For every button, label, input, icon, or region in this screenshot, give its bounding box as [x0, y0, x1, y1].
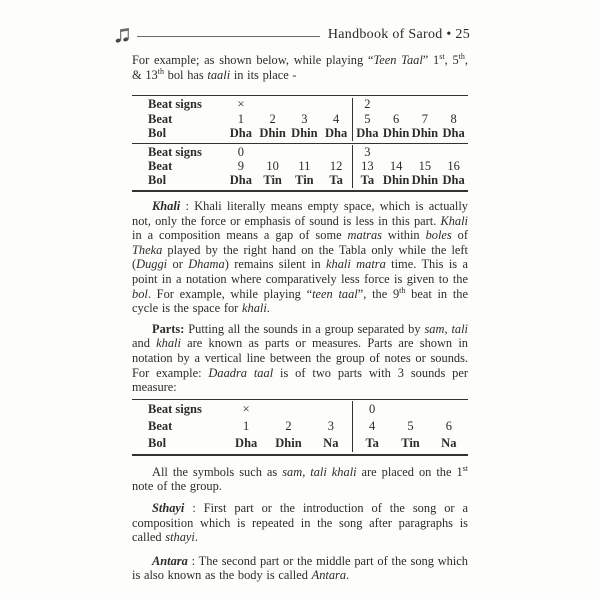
table-cell: Dha [235, 435, 258, 450]
table-cell: 2 [269, 111, 276, 126]
text-segment: khali [242, 301, 267, 316]
table-cell: 3 [364, 144, 371, 159]
table-cell: Ta [329, 173, 343, 188]
table-cell: 7 [421, 111, 428, 126]
text-segment: Putting all the sounds in a group separated by [184, 321, 425, 336]
table-cell: 15 [418, 159, 432, 174]
table-cell: 5 [407, 419, 414, 434]
table-cell: Na [441, 435, 457, 450]
text-segment: sthayi [165, 530, 195, 545]
text-segment: sam [282, 464, 303, 479]
table-cell: Tin [401, 435, 420, 450]
table-cell-group-left [225, 418, 352, 435]
table-cell: 14 [389, 159, 403, 174]
table-row-label: Bol [148, 173, 167, 188]
table-row-label: Beat [148, 111, 173, 126]
table-cell: 0 [237, 144, 244, 159]
text-segment: th [157, 66, 164, 76]
table-cell: 16 [447, 159, 460, 174]
text-segment: . For example, while playing “ [147, 286, 313, 301]
table-row-label: Beat [148, 159, 173, 174]
table-row [132, 401, 468, 418]
table-cell: Tin [263, 173, 282, 188]
text-segment: bol [132, 286, 148, 301]
text-segment: , [444, 321, 452, 336]
table-cell: 3 [301, 111, 308, 126]
table-row-label: Bol [148, 125, 167, 140]
table-cell: Ta [365, 435, 379, 450]
table-row-label: Bol [148, 435, 167, 450]
parts-paragraph [132, 322, 468, 395]
text-segment: are known as parts or measures. Parts are shown in notation by a vertical line between the group of notes or sounds. For example: [132, 336, 468, 380]
table-cell-group-right [352, 98, 468, 112]
text-segment: ) remains silent in [224, 257, 327, 272]
table-section [132, 143, 468, 190]
table-row [132, 145, 468, 159]
text-segment: Antara [311, 568, 347, 583]
antara-paragraph [132, 554, 468, 583]
text-segment: tali khali [310, 464, 357, 479]
table-row [132, 435, 468, 452]
table-cell: Dhin [275, 435, 302, 450]
table-cell-group-right [352, 112, 468, 126]
text-segment: : Khali literally means empty space, which is actually not, only the force or emphasis of sound is less in this part. [132, 198, 468, 228]
table-cell: Dha [325, 125, 348, 140]
table-cell: Ta [360, 173, 375, 188]
daadra-table [132, 399, 468, 456]
text-segment: Parts: [152, 321, 185, 336]
text-segment: taali [207, 67, 231, 82]
text-segment: th [458, 51, 465, 61]
table-cell: 5 [364, 111, 371, 126]
table-row [132, 159, 468, 173]
table-section [132, 96, 468, 142]
header-rule [137, 36, 320, 37]
table-row [132, 98, 468, 112]
table-cell-group-left [225, 174, 352, 188]
text-segment: . [194, 530, 198, 545]
text-segment: and [132, 336, 157, 351]
table-row [132, 112, 468, 126]
table-cell: Dhin [382, 173, 410, 188]
text-segment: are placed on the 1 [356, 464, 463, 479]
text-segment: khali matra [326, 257, 386, 272]
text-segment: tali [451, 321, 468, 336]
table-cell: 10 [266, 159, 279, 174]
intro-paragraph [132, 53, 468, 82]
table-cell: 4 [333, 111, 340, 126]
table-cell-group-right [352, 145, 468, 159]
page-header [115, 26, 470, 44]
text-segment: khali [156, 336, 181, 351]
text-segment: or [167, 257, 189, 272]
table-cell: 3 [327, 419, 334, 434]
table-cell-group-right [352, 174, 468, 188]
table-cell: 9 [237, 159, 244, 174]
table-cell-group-left [225, 145, 352, 159]
sthayi-paragraph [132, 501, 468, 545]
table-row [132, 174, 468, 188]
text-segment: . [266, 301, 270, 316]
table-cell: 1 [243, 419, 250, 434]
table-cell-group-right [352, 418, 468, 435]
teen-taal-table [132, 95, 468, 192]
text-segment: : First part or the introduction of the song or a composition which is repeated in the song after paragraphs is called [132, 501, 468, 545]
table-cell-group-right [352, 126, 468, 140]
text-segment: Teen Taal [373, 53, 423, 67]
text-segment: th [399, 285, 406, 295]
table-cell: × [242, 402, 250, 417]
text-segment: teen taal [312, 286, 358, 301]
music-note-icon [115, 26, 129, 44]
table-cell: 6 [393, 111, 400, 126]
text-segment: Theka [132, 242, 163, 257]
table-cell: 13 [361, 159, 374, 174]
table-row-label: Beat [148, 419, 173, 434]
text-segment: , 5 [444, 53, 459, 67]
table-cell: Tin [295, 173, 314, 188]
table-cell: Dhin [411, 125, 439, 140]
table-cell: 4 [369, 419, 376, 434]
table-row [132, 126, 468, 140]
table-cell: 8 [450, 111, 457, 126]
table-cell: 11 [298, 159, 311, 174]
table-cell: Dhin [411, 173, 439, 188]
text-segment: within [381, 228, 426, 243]
text-segment: . [346, 568, 350, 583]
table-cell: × [237, 97, 245, 112]
table-cell-group-left [225, 401, 352, 418]
table-cell-group-left [225, 126, 352, 140]
text-segment: : The second part or the middle part of the song which is also known as the body is called [132, 553, 468, 583]
text-segment: of [451, 228, 468, 243]
table-cell: Dhin [259, 125, 286, 140]
text-segment: in its place - [230, 67, 297, 82]
text-segment: is of two parts with 3 sounds per measure: [132, 365, 468, 395]
text-segment: played by the right hand on the Tabla only while the left ( [132, 242, 468, 272]
symbols-paragraph [132, 465, 468, 494]
table-cell: Dhin [382, 125, 410, 140]
table-cell-group-left [225, 159, 352, 173]
text-segment: Khali [440, 213, 468, 228]
text-segment: note of the group. [132, 479, 222, 494]
table-cell: 0 [369, 402, 376, 417]
page-title: Handbook of Sarod • 25 [327, 27, 470, 42]
text-segment: All the symbols such as [152, 464, 283, 479]
text-segment: st [439, 51, 445, 61]
text-segment: ” 1 [422, 53, 440, 67]
text-segment: ”, the 9 [357, 286, 400, 301]
table-cell: 2 [285, 419, 292, 434]
text-segment: boles [425, 228, 452, 243]
table-cell: Dha [229, 125, 252, 140]
text-segment: , [302, 464, 311, 479]
table-cell-group-left [225, 98, 352, 112]
table-row [132, 418, 468, 435]
table-row-label: Beat signs [148, 402, 202, 417]
table-cell-group-right [352, 159, 468, 173]
text-segment: Sthayi [152, 501, 185, 516]
text-segment: Dhama [188, 257, 225, 272]
table-cell-group-right [352, 435, 468, 452]
table-cell-group-right [352, 401, 468, 418]
table-cell: Dha [356, 125, 379, 140]
text-segment: Duggi [136, 257, 168, 272]
text-segment: sam [424, 321, 445, 336]
table-cell: Na [323, 435, 339, 450]
text-segment: Daadra taal [208, 365, 274, 380]
table-cell: 1 [237, 111, 244, 126]
text-segment: For example; as shown below, while playing “ [132, 53, 374, 67]
text-segment: beat in the cycle is the space for [132, 286, 469, 316]
text-segment: bol has [163, 67, 208, 82]
text-segment: , & 13 [132, 53, 469, 82]
table-row-label: Beat signs [148, 144, 202, 159]
khali-paragraph [132, 199, 468, 316]
table-cell: 2 [364, 97, 371, 112]
table-cell: 12 [329, 159, 343, 174]
text-segment: Antara [152, 553, 188, 568]
text-segment: in a composition means a gap of some [132, 228, 348, 243]
text-segment: matras [347, 228, 382, 243]
table-section [132, 400, 468, 454]
table-cell: Dha [442, 125, 465, 140]
table-cell-group-left [225, 435, 352, 452]
text-segment: Khali [152, 198, 181, 213]
table-cell: Dhin [291, 125, 318, 140]
text-column [132, 53, 468, 583]
table-row-label: Beat signs [148, 97, 202, 112]
table-cell: Dha [442, 173, 465, 188]
table-cell: 6 [445, 419, 452, 434]
table-cell: Dha [229, 173, 252, 188]
text-segment: st [462, 463, 469, 473]
text-segment: time. This is a point in a notation where comparatively less force is given to the [132, 257, 468, 286]
table-cell-group-left [225, 112, 352, 126]
